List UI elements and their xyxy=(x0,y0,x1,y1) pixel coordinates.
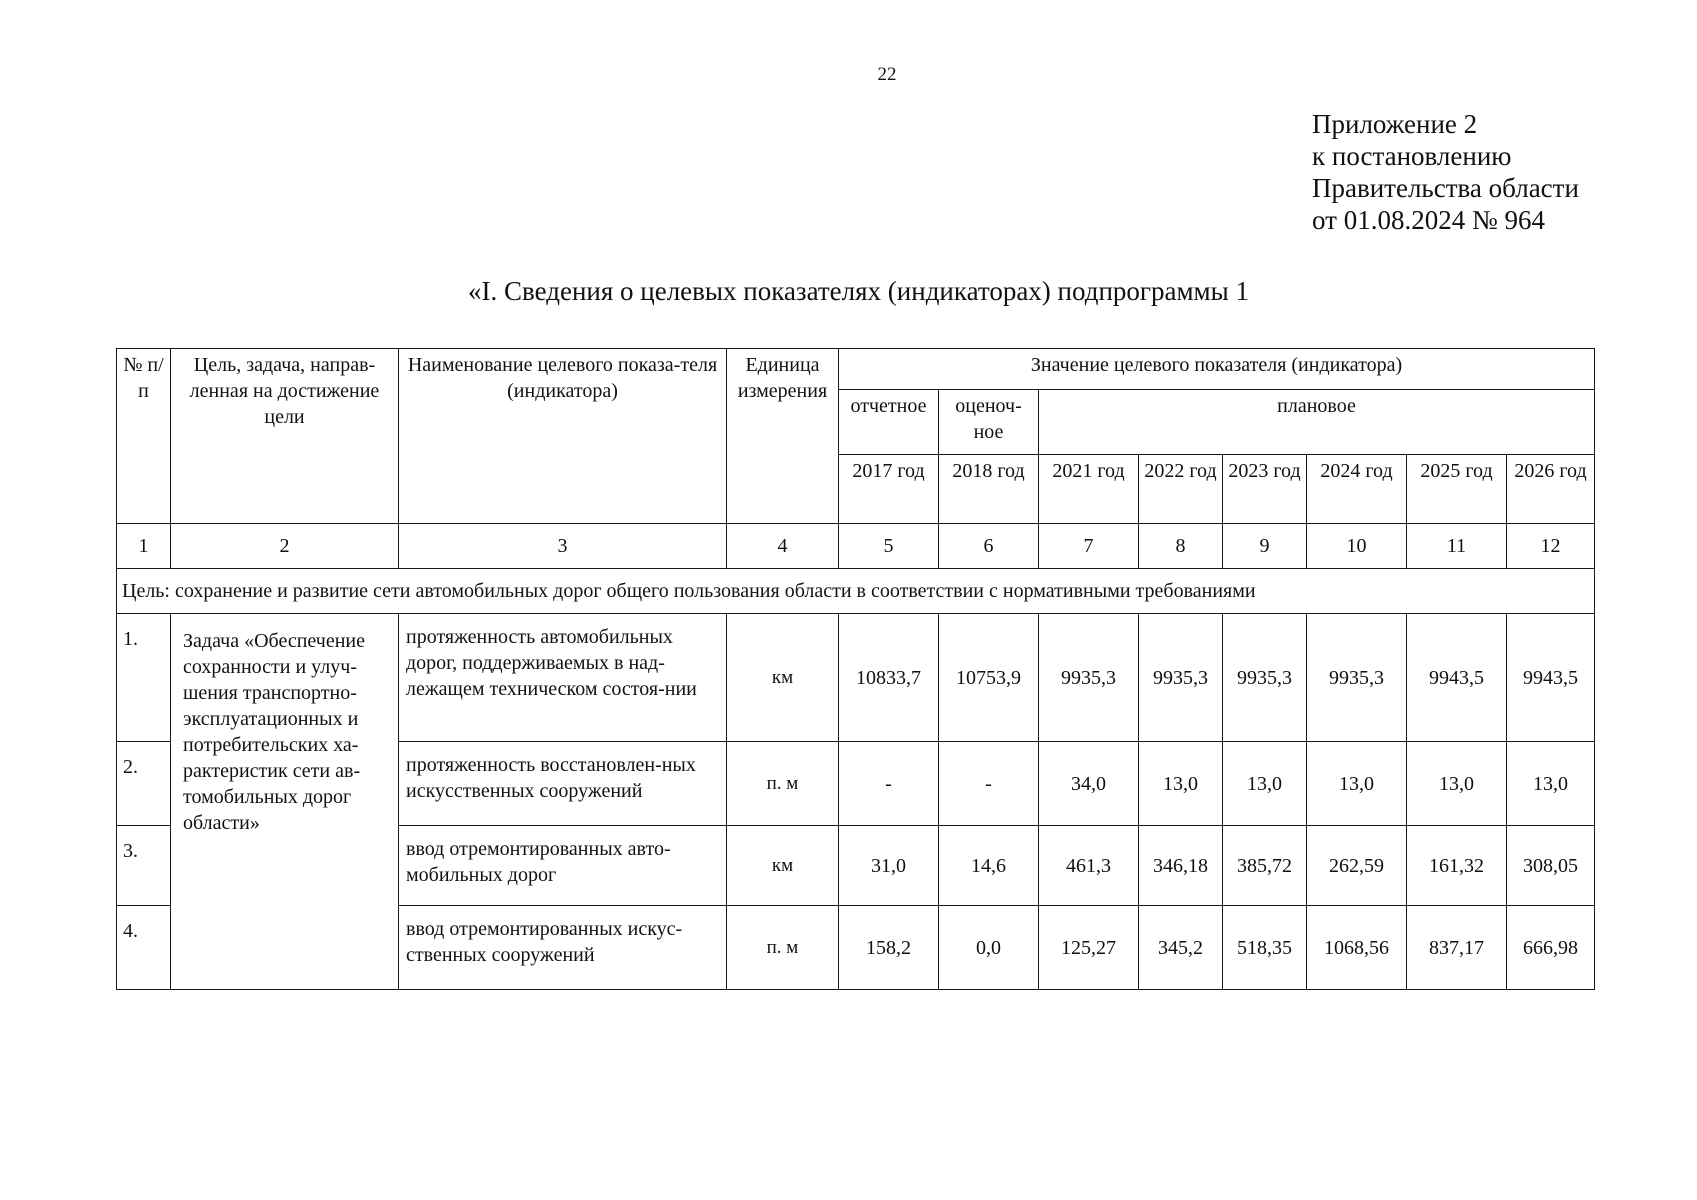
value-cell: 345,2 xyxy=(1139,906,1223,990)
indicator-name: протяженность восстановлен-ных искусственных сооружений xyxy=(399,742,727,826)
value-cell: 346,18 xyxy=(1139,826,1223,906)
column-number: 11 xyxy=(1407,524,1507,569)
header-year: 2018 год xyxy=(939,455,1039,524)
indicator-name: ввод отремонтированных авто-мобильных дорог xyxy=(399,826,727,906)
column-number: 3 xyxy=(399,524,727,569)
appendix-line: к постановлению xyxy=(1312,141,1512,171)
document-title: «I. Сведения о целевых показателях (индикаторах) подпрограммы 1 xyxy=(468,276,1250,306)
header-reported: отчетное xyxy=(839,390,939,455)
value-cell: 385,72 xyxy=(1223,826,1307,906)
value-cell: 308,05 xyxy=(1507,826,1595,906)
row-number: 2. xyxy=(117,742,171,826)
column-number: 4 xyxy=(727,524,839,569)
column-number: 6 xyxy=(939,524,1039,569)
value-cell: 31,0 xyxy=(839,826,939,906)
value-cell: 9943,5 xyxy=(1407,614,1507,742)
page-number: 22 xyxy=(877,64,897,85)
value-cell: 13,0 xyxy=(1139,742,1223,826)
value-cell: 10833,7 xyxy=(839,614,939,742)
row-number: 3. xyxy=(117,826,171,906)
table-row xyxy=(117,614,1595,742)
header-year: 2023 год xyxy=(1223,455,1307,524)
value-cell: - xyxy=(839,742,939,826)
value-cell: 9943,5 xyxy=(1507,614,1595,742)
unit-cell: км xyxy=(727,826,839,906)
value-cell: 837,17 xyxy=(1407,906,1507,990)
unit-cell: п. м xyxy=(727,742,839,826)
indicators-table xyxy=(116,348,1595,990)
header-unit: Единица измерения xyxy=(727,349,839,524)
row-number: 1. xyxy=(117,614,171,742)
header-year: 2017 год xyxy=(839,455,939,524)
column-number: 9 xyxy=(1223,524,1307,569)
value-cell: 461,3 xyxy=(1039,826,1139,906)
value-cell: 9935,3 xyxy=(1223,614,1307,742)
task-description: Задача «Обеспечение сохранности и улуч-шения транспортно-эксплуатационных и потребительских ха-рактеристик сети ав-томобильных дорог области» xyxy=(171,614,399,990)
value-cell: 10753,9 xyxy=(939,614,1039,742)
value-cell: 262,59 xyxy=(1307,826,1407,906)
value-cell: - xyxy=(939,742,1039,826)
appendix-line: Приложение 2 xyxy=(1312,109,1478,139)
value-cell: 13,0 xyxy=(1223,742,1307,826)
column-number: 12 xyxy=(1507,524,1595,569)
header-year: 2026 год xyxy=(1507,455,1595,524)
value-cell: 9935,3 xyxy=(1039,614,1139,742)
value-cell: 666,98 xyxy=(1507,906,1595,990)
header-year: 2021 год xyxy=(1039,455,1139,524)
appendix-line: от 01.08.2024 № 964 xyxy=(1312,205,1545,235)
value-cell: 125,27 xyxy=(1039,906,1139,990)
header-year: 2022 год xyxy=(1139,455,1223,524)
header-indicator: Наименование целевого показа-теля (индикатора) xyxy=(399,349,727,524)
value-cell: 518,35 xyxy=(1223,906,1307,990)
header-value: Значение целевого показателя (индикатора) xyxy=(839,349,1595,390)
column-number: 10 xyxy=(1307,524,1407,569)
appendix-line: Правительства области xyxy=(1312,173,1579,203)
appendix-note xyxy=(1312,108,1579,236)
header-num: № п/п xyxy=(117,349,171,524)
column-number: 2 xyxy=(171,524,399,569)
indicator-name: ввод отремонтированных искус-ственных сооружений xyxy=(399,906,727,990)
column-number: 5 xyxy=(839,524,939,569)
header-goal: Цель, задача, направ-ленная на достижение цели xyxy=(171,349,399,524)
value-cell: 13,0 xyxy=(1307,742,1407,826)
value-cell: 9935,3 xyxy=(1307,614,1407,742)
row-number: 4. xyxy=(117,906,171,990)
column-number: 1 xyxy=(117,524,171,569)
value-cell: 0,0 xyxy=(939,906,1039,990)
value-cell: 158,2 xyxy=(839,906,939,990)
column-number: 8 xyxy=(1139,524,1223,569)
goal-row xyxy=(117,569,1595,614)
unit-cell: км xyxy=(727,614,839,742)
unit-cell: п. м xyxy=(727,906,839,990)
value-cell: 13,0 xyxy=(1407,742,1507,826)
value-cell: 161,32 xyxy=(1407,826,1507,906)
value-cell: 34,0 xyxy=(1039,742,1139,826)
header-year: 2025 год xyxy=(1407,455,1507,524)
value-cell: 14,6 xyxy=(939,826,1039,906)
header-year: 2024 год xyxy=(1307,455,1407,524)
value-cell: 1068,56 xyxy=(1307,906,1407,990)
header-estimated: оценоч-ное xyxy=(939,390,1039,455)
column-number-row xyxy=(117,524,1595,569)
header-planned: плановое xyxy=(1039,390,1595,455)
value-cell: 9935,3 xyxy=(1139,614,1223,742)
goal-text: Цель: сохранение и развитие сети автомобильных дорог общего пользования области в соответствии с нормативными требованиями xyxy=(117,569,1595,614)
indicator-name: протяженность автомобильных дорог, поддерживаемых в над-лежащем техническом состоя-нии xyxy=(399,614,727,742)
value-cell: 13,0 xyxy=(1507,742,1595,826)
column-number: 7 xyxy=(1039,524,1139,569)
